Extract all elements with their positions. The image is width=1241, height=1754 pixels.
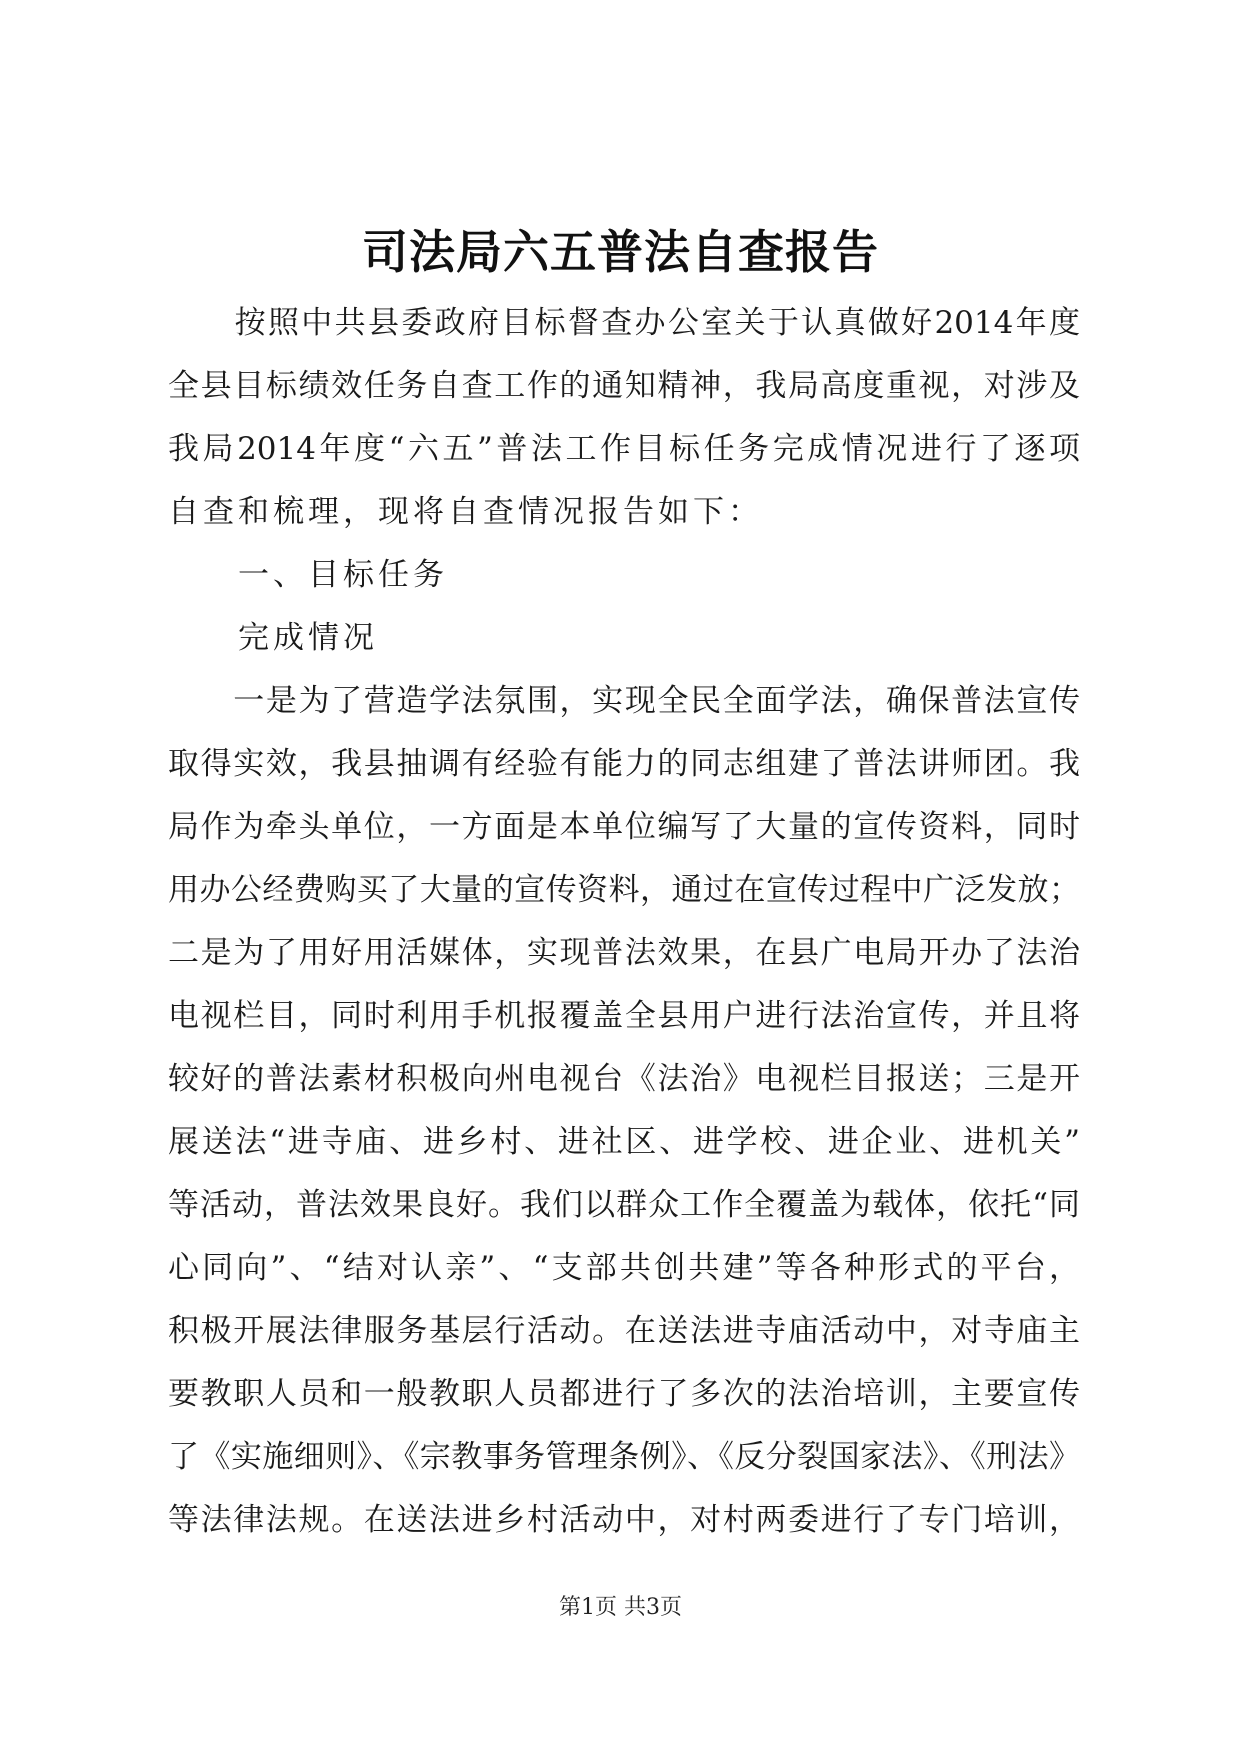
- section-heading: 一、目标任务: [168, 557, 448, 593]
- document-body: [168, 292, 1080, 1552]
- section-subheading: 完成情况: [168, 620, 378, 656]
- body-line: 要教职人员和一般教职人员都进行了多次的法治培训，主要宣传: [168, 1376, 1080, 1412]
- body-line: 等活动，普法效果良好。我们以群众工作全覆盖为载体，依托“同: [168, 1187, 1080, 1223]
- body-line: 用办公经费购买了大量的宣传资料，通过在宣传过程中广泛发放；: [168, 872, 1080, 908]
- body-line: 二是为了用好用活媒体，实现普法效果，在县广电局开办了法治: [168, 935, 1080, 971]
- body-line: 取得实效，我县抽调有经验有能力的同志组建了普法讲师团。我: [168, 746, 1080, 782]
- body-line: 电视栏目，同时利用手机报覆盖全县用户进行法治宣传，并且将: [168, 998, 1080, 1034]
- body-line: 较好的普法素材积极向州电视台《法治》电视栏目报送；三是开: [168, 1061, 1080, 1097]
- body-line: 局作为牵头单位，一方面是本单位编写了大量的宣传资料，同时: [168, 809, 1080, 845]
- body-line: 等法律法规。在送法进乡村活动中，对村两委进行了专门培训，: [168, 1502, 1080, 1538]
- body-line: 了《实施细则》、《宗教事务管理条例》、《反分裂国家法》、《刑法》: [168, 1439, 1080, 1475]
- document-title: 司法局六五普法自查报告: [362, 225, 879, 279]
- body-line: 积极开展法律服务基层行活动。在送法进寺庙活动中，对寺庙主: [168, 1313, 1080, 1349]
- body-line: 全县目标绩效任务自查工作的通知精神，我局高度重视，对涉及: [168, 368, 1080, 404]
- body-line: 我局2014年度“六五”普法工作目标任务完成情况进行了逐项: [168, 431, 1080, 467]
- body-line: 自查和梳理，现将自查情况报告如下：: [168, 494, 763, 530]
- page-footer: 第1页 共3页: [559, 1595, 682, 1620]
- body-line: 按照中共县委政府目标督查办公室关于认真做好2014年度: [168, 305, 1080, 341]
- body-line: 展送法“进寺庙、进乡村、进社区、进学校、进企业、进机关”: [168, 1124, 1080, 1160]
- body-line: 一是为了营造学法氛围，实现全民全面学法，确保普法宣传: [168, 683, 1080, 719]
- body-line: 心同向”、“结对认亲”、“支部共创共建”等各种形式的平台，: [168, 1250, 1080, 1286]
